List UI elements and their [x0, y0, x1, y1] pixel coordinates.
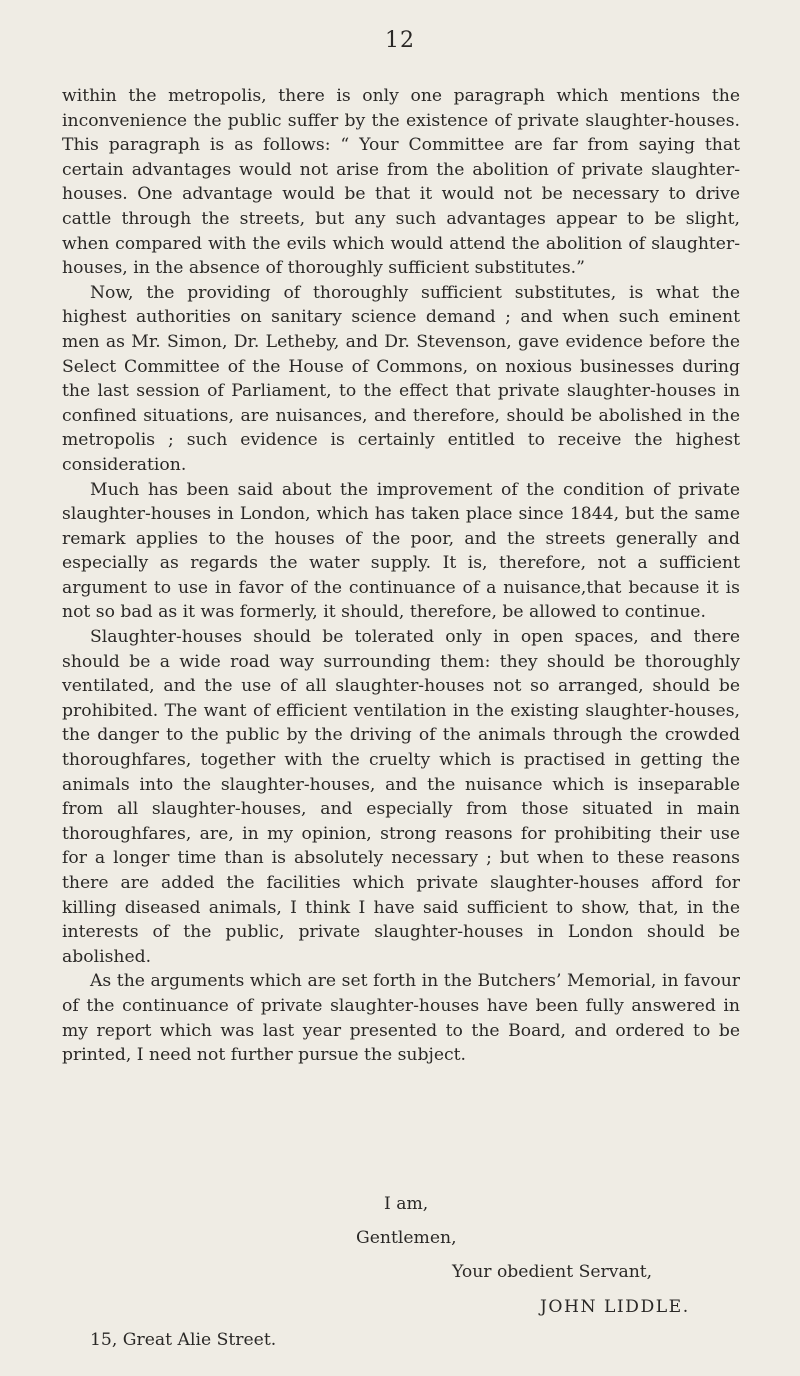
closing-obedient-servant: Your obedient Servant,: [452, 1262, 653, 1282]
paragraph-4: Slaughter-houses should be tolerated only in open spaces, and there should be a wide road way surrounding them: they should be thoroughly ventilated, and the use of all slaughter-houses not so arranged, should be prohibited. The want of efficient ventilation in the existing slaughter-houses, the danger to the public by the driving of the animals through the crowded thoroughfares, together with the cruelty which is practised in getting the animals into the slaughter-houses, and the nuisance which is inseparable from all slaughter-houses, and especially from those situated in main thoroughfares, are, in my opinion, strong reasons for prohibiting their use for a longer time than is absolutely necessary ; but when to these reasons there are added the facilities which private slaughter-houses afford for killing diseased animals, I think I have said sufficient to show, that, in the interests of the public, private slaughter-houses in London should be abolished.: [62, 627, 740, 967]
paragraph-5: As the arguments which are set forth in the Butchers’ Memorial, in favour of the continuance of private slaughter-houses have been fully answered in my report which was last year presented to the Board, and ordered to be printed, I need not further pursue the subject.: [62, 971, 740, 1066]
address: 15, Great Alie Street.: [90, 1330, 277, 1350]
body-text: [62, 84, 740, 1068]
closing-salutation: Gentlemen,: [356, 1228, 457, 1248]
closing-i-am: I am,: [384, 1194, 429, 1214]
paragraph-3: Much has been said about the improvement of the condition of private slaughter-houses in London, which has taken place since 1844, but the same remark applies to the houses of the poor, and the streets generally and especially as regards the water supply. It is, therefore, not a sufficient argument to use in favor of the continuance of a nuisance,that because it is not so bad as it was formerly, it should, therefore, be allowed to continue.: [62, 479, 740, 623]
page-number: 12: [385, 28, 415, 53]
signature: JOHN LIDDLE.: [540, 1297, 690, 1317]
paragraph-1: within the metropolis, there is only one paragraph which mentions the inconvenience the public suffer by the existence of private slaughter-houses. This paragraph is as follows: “ Your Committee are far from saying that certain advantages would not arise from the abolition of private slaughter-houses. One advantage would be that it would not be necessary to drive cattle through the streets, but any such advantages appear to be slight, when compared with the evils which would attend the abolition of slaughter-houses, in the absence of thoroughly sufficient substitutes.”: [62, 86, 740, 279]
paragraph-2: Now, the providing of thoroughly sufficient substitutes, is what the highest authorities on sanitary science demand ; and when such eminent men as Mr. Simon, Dr. Letheby, and Dr. Stevenson, gave evidence before the Select Committee of the House of Commons, on noxious businesses during the last session of Parliament, to the effect that private slaughter-houses in confined situations, are nuisances, and therefore, should be abolished in the metropolis ; such evidence is certainly entitled to receive the highest consideration.: [62, 282, 740, 475]
